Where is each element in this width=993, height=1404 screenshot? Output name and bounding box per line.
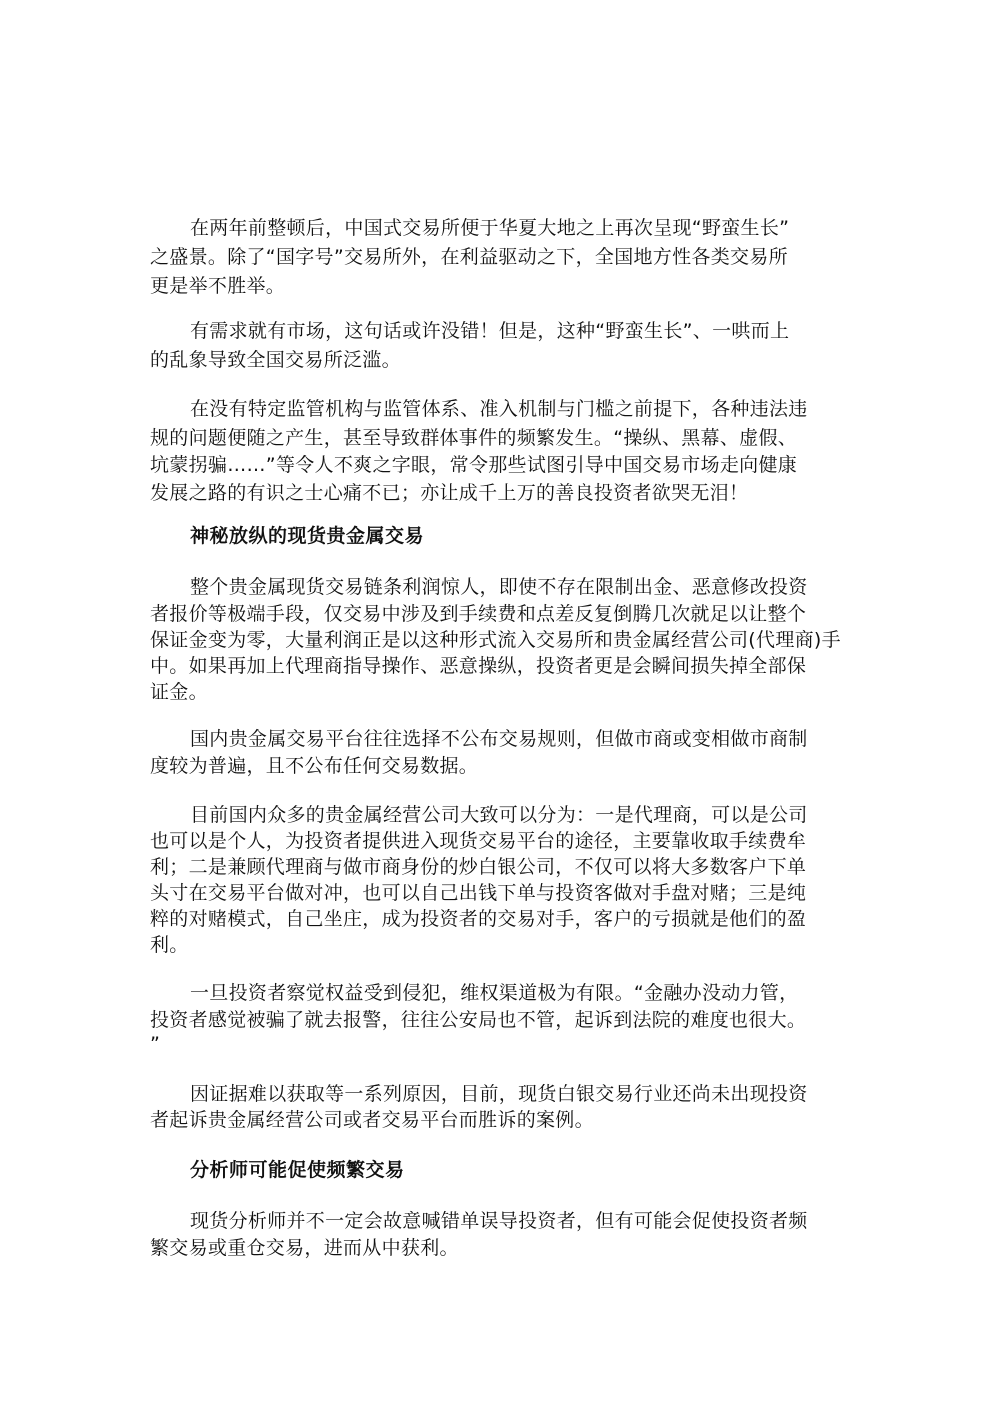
paragraph-1-line-2: 之盛景。除了“国字号”交易所外，在利益驱动之下，全国地方性各类交易所 <box>150 246 788 268</box>
paragraph-9-line-1: 现货分析师并不一定会故意喊错单误导投资者，但有可能会促使投资者频 <box>190 1210 808 1232</box>
paragraph-1-line-3: 更是举不胜举。 <box>150 275 286 297</box>
paragraph-4-line-2: 者报价等极端手段，仅交易中涉及到手续费和点差反复倒腾几次就足以让整个 <box>150 603 807 625</box>
section-heading-2: 分析师可能促使频繁交易 <box>190 1159 405 1181</box>
paragraph-2-line-1: 有需求就有市场，这句话或许没错！但是，这种“野蛮生长”、一哄而上 <box>190 320 790 342</box>
paragraph-6-line-4: 头寸在交易平台做对冲，也可以自己出钱下单与投资客做对手盘对赌；三是纯 <box>150 882 807 904</box>
paragraph-3-line-4: 发展之路的有识之士心痛不已；亦让成千上万的善良投资者欲哭无泪！ <box>150 482 749 504</box>
paragraph-4-line-1: 整个贵金属现货交易链条利润惊人，即使不存在限制出金、恶意修改投资 <box>190 576 808 598</box>
paragraph-8-line-1: 因证据难以获取等一系列原因，目前，现货白银交易行业还尚未出现投资 <box>190 1083 808 1105</box>
paragraph-6-line-2: 也可以是个人，为投资者提供进入现货交易平台的途径，主要靠收取手续费牟 <box>150 830 807 852</box>
paragraph-3-line-2: 规的问题便随之产生，甚至导致群体事件的频繁发生。“操纵、黑幕、虚假、 <box>150 427 798 449</box>
paragraph-7-line-3: ” <box>150 1033 161 1055</box>
paragraph-7-line-2: 投资者感觉被骗了就去报警，往往公安局也不管，起诉到法院的难度也很大。 <box>150 1009 807 1031</box>
paragraph-3-line-1: 在没有特定监管机构与监管体系、准入机制与门槛之前提下，各种违法违 <box>190 398 808 420</box>
paragraph-4-line-3: 保证金变为零，大量利润正是以这种形式流入交易所和贵金属经营公司(代理商)手 <box>150 629 841 651</box>
section-heading-1: 神秘放纵的现货贵金属交易 <box>190 525 425 547</box>
paragraph-1-line-1: 在两年前整顿后，中国式交易所便于华夏大地之上再次呈现“野蛮生长” <box>190 217 790 239</box>
paragraph-5-line-2: 度较为普遍，且不公布任何交易数据。 <box>150 755 479 777</box>
paragraph-2-line-2: 的乱象导致全国交易所泛滥。 <box>150 349 401 371</box>
paragraph-9-line-2: 繁交易或重仓交易，进而从中获利。 <box>150 1237 459 1259</box>
paragraph-3-line-3: 坑蒙拐骗……”等令人不爽之字眼，常令那些试图引导中国交易市场走向健康 <box>150 454 798 476</box>
paragraph-6-line-3: 利；二是兼顾代理商与做市商身份的炒白银公司，不仅可以将大多数客户下单 <box>150 856 807 878</box>
paragraph-4-line-4: 中。如果再加上代理商指导操作、恶意操纵，投资者更是会瞬间损失掉全部保 <box>150 655 807 677</box>
paragraph-7-line-1: 一旦投资者察觉权益受到侵犯，维权渠道极为有限。“金融办没动力管， <box>190 982 799 1004</box>
paragraph-6-line-6: 利。 <box>150 934 189 956</box>
paragraph-4-line-5: 证金。 <box>150 681 208 703</box>
paragraph-6-line-1: 目前国内众多的贵金属经营公司大致可以分为：一是代理商，可以是公司 <box>190 804 808 826</box>
paragraph-5-line-1: 国内贵金属交易平台往往选择不公布交易规则，但做市商或变相做市商制 <box>190 728 808 750</box>
paragraph-6-line-5: 粹的对赌模式，自己坐庄，成为投资者的交易对手，客户的亏损就是他们的盈 <box>150 908 807 930</box>
paragraph-8-line-2: 者起诉贵金属经营公司或者交易平台而胜诉的案例。 <box>150 1109 594 1131</box>
